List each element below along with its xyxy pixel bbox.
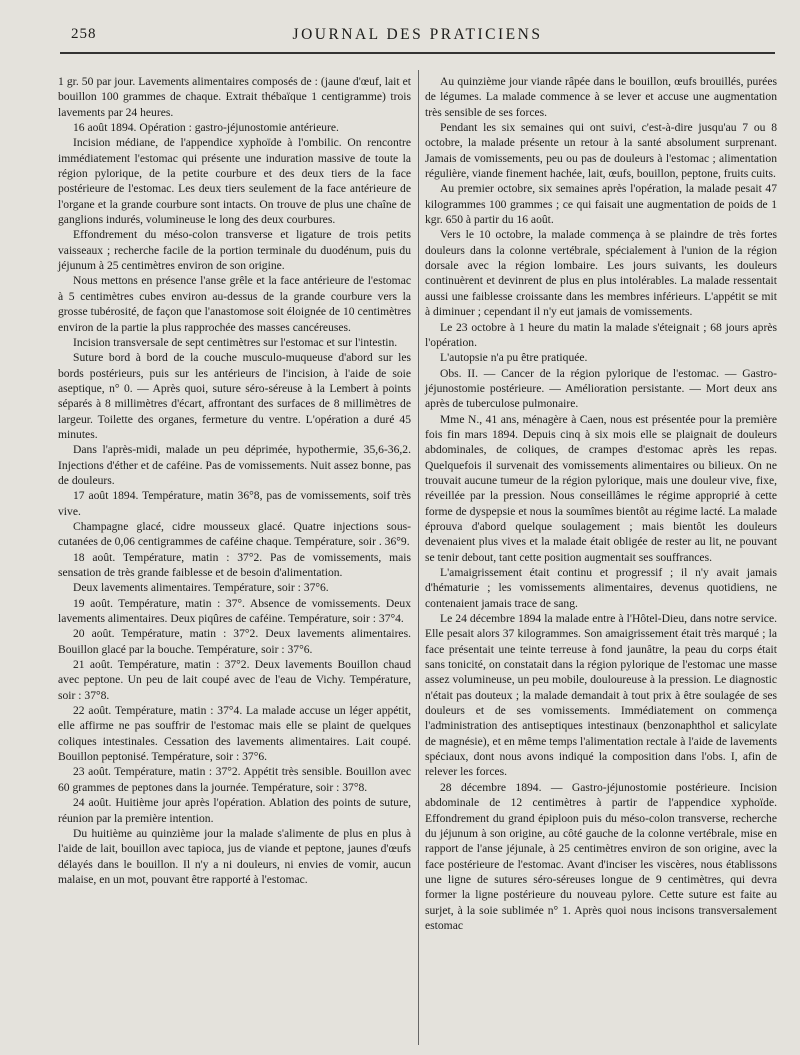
column-divider (418, 70, 419, 1045)
observation-heading: Obs. II. — Cancer de la région pylorique de l'estomac. — Gastro-jéjunostomie postérieure. — Amélioration persistante. — Mort deux ans après de tuberculose pulmonaire. (425, 366, 777, 411)
paragraph: 16 août 1894. Opération : gastro-jéjunostomie antérieure. (73, 121, 339, 135)
paragraph: Mme N., 41 ans, ménagère à Caen, nous est présentée pour la première fois fin mars 1894. Depuis cinq à six mois elle se plaignait de douleurs abdominales, de coliques, de crampes d'estomac après les repas. Quelquefois il survenait des vomissements alimentaires ou bilieux. On ne trouvait aucune tumeur de la région pylorique, mais une douleur vive, fixe, réveillée par la pression. Nous conseillâmes le régime approprié à cette forme de dyspepsie et nous la soumîmes bientôt au régime lacté. La malade éprouva d'abord quelque soulagement ; mais bientôt les douleurs devenaient plus vives et la malade était obligée de rester au lit, ne pouvant se tenir debout, tant cette position augmentait ses souffrances. (425, 412, 777, 564)
paragraph: 24 août. Huitième jour après l'opération. Ablation des points de suture, réunion par la première intention. (58, 796, 411, 825)
header-rule (60, 52, 775, 54)
paragraph: Suture bord à bord de la couche musculo-muqueuse d'abord sur les bords postérieurs, puis sur les antérieurs de l'incision, à l'aide de soie aseptique, n° 0. — Après quoi, suture séro-séreuse à la Lembert à points séparés à 8 millimètres d'écart, affrontant des surfaces de 8 millimètres de largeur. Toilette des organes, fermeture du ventre. L'opération a duré 45 minutes. (58, 351, 411, 441)
left-column (58, 74, 411, 887)
paragraph: 17 août 1894. Température, matin 36°8, pas de vomissements, soif très vive. (58, 489, 411, 518)
paragraph: 1 gr. 50 par jour. Lavements alimentaires composés de : (jaune d'œuf, lait et bouillon 100 grammes de chaque. Extrait thébaïque 1 centigramme) trois lavements par 24 heures. (58, 75, 411, 119)
paragraph: Incision transversale de sept centimètres sur l'estomac et sur l'intestin. (73, 335, 398, 349)
paragraph: Au premier octobre, six semaines après l'opération, la malade pesait 47 kilogrammes 100 grammes ; ce qui faisait une augmentation de poids de 1 kgr. 650 à partir du 16 août. (425, 182, 777, 227)
paragraph: Le 23 octobre à 1 heure du matin la malade s'éteignait ; 68 jours après l'opération. (425, 320, 777, 349)
paragraph: 18 août. Température, matin : 37°2. Pas de vomissements, mais sensation de très grande faiblesse et de besoin d'alimentation. (58, 550, 411, 579)
paragraph: Pendant les six semaines qui ont suivi, c'est-à-dire jusqu'au 7 ou 8 octobre, la malade présente un retour à la santé absolument surprenant. Jamais de vomissements, peu ou pas de douleurs à l'estomac ; alimentation régulière, viande finement hachée, lait, œufs, bouillon, peptone, fruits cuits. (425, 121, 777, 181)
paragraph: 19 août. Température, matin : 37°. Absence de vomissements. Deux lavements alimentaires. Deux piqûres de caféine. Température, soir : 37°4. (58, 596, 411, 626)
page-number: 258 (71, 26, 97, 42)
paragraph: L'autopsie n'a pu être pratiquée. (440, 351, 588, 365)
paragraph: 20 août. Température, matin : 37°2. Deux lavements alimentaires. Bouillon glacé par la bouche. Température, soir : 37°6. (58, 627, 411, 656)
paragraph: Au quinzième jour viande râpée dans le bouillon, œufs brouillés, purées de légumes. La malade commence à se lever et accuse une augmentation très sensible de ses forces. (425, 75, 777, 119)
paragraph: Vers le 10 octobre, la malade commença à se plaindre de très fortes douleurs dans la colonne vertébrale, spécialement à l'union de la région dorsale avec la région lombaire. Les jours suivants, les douleurs continuèrent et devinrent de plus en plus intolérables. La malade ressentait aussi une faiblesse croissante dans les membres inférieurs. L'appétit se mit à diminuer ; cependant il n'y eut jamais de vomissements. (425, 228, 777, 319)
paragraph: Dans l'après-midi, malade un peu déprimée, hypothermie, 35,6-36,2. Injections d'éther et de caféine. Pas de vomissements. Nuit assez bonne, pas de douleurs. (58, 443, 411, 487)
paragraph: 22 août. Température, matin : 37°4. La malade accuse un léger appétit, elle affirme ne pas souffrir de l'estomac mais elle se plaint de quelques coliques intestinales. Cessation des lavements alimentaires. Lait coupé. Bouillon peptonisé. Température, soir : 37°6. (58, 704, 411, 764)
paragraph: Deux lavements alimentaires. Température, soir : 37°6. (73, 581, 329, 595)
paragraph: Le 24 décembre 1894 la malade entre à l'Hôtel-Dieu, dans notre service. Elle pesait alors 37 kilogrammes. Son amaigrissement était très marqué ; la face présentait une teinte terreuse à fond jaunâtre, la peau du corps était sans tonicité, on constatait dans la région pylorique de l'estomac une masse assez volumineuse, un peu mobile, douloureuse à la pression. Le diagnostic n'était pas douteux ; la malade demandait à tout prix à être soulagée de ses douleurs et de ses vomissements. Immédiatement on commença l'administration des antiseptiques intestinaux (benzonaphthol et salicylate de magnésie), et en même temps l'alimentation rectale à l'aide de lavements spéciaux, dont nous avons indiqué la composition dans l'obs. I, afin de relever les forces. (425, 612, 777, 779)
paragraph: L'amaigrissement était continu et progressif ; il n'y avait jamais d'hématurie ; les vomissements alimentaires, devenus quotidiens, ne contenaient jamais trace de sang. (425, 566, 777, 610)
paragraph: 23 août. Température, matin : 37°2. Appétit très sensible. Bouillon avec 60 grammes de peptones dans la journée. Température, soir : 37°8. (58, 765, 411, 794)
paragraph: Effondrement du méso-colon transverse et ligature de trois petits vaisseaux ; recherche facile de la portion terminale du duodénum, puis du jéjunum à 25 centimètres environ de son origine. (58, 228, 411, 273)
right-column (425, 74, 777, 933)
running-header (60, 26, 775, 50)
journal-title: JOURNAL DES PRATICIENS (292, 26, 543, 43)
paragraph: Incision médiane, de l'appendice xyphoïde à l'ombilic. On rencontre immédiatement l'estomac qui présente une induration massive de toute la région pylorique, de la petite courbure et des deux tiers de la face postérieure de l'estomac. Les deux tiers seulement de la face antérieure de l'organe et la grande courbure sont intacts. On trouve de plus une chaîne de ganglions indurés, volumineuse le long des deux courbures. (58, 136, 411, 227)
paragraph: Du huitième au quinzième jour la malade s'alimente de plus en plus à l'aide de lait, bouillon avec tapioca, jus de viande et peptone, jaunes d'œufs délayés dans le bouillon. Il n'y a ni douleurs, ni envies de vomir, aucun malaise, en un mot, pouvant être rapporté à l'estomac. (58, 826, 411, 886)
paragraph: 28 décembre 1894. — Gastro-jéjunostomie postérieure. Incision abdominale de 12 centimètres à partir de l'appendice xyphoïde. Effondrement du grand épiploon puis du méso-colon transverse, recherche du jéjunum à son origine, au côté gauche de la colonne vertébrale, mise en rapport de l'anse jéjunale, à 25 centimètres environ de son origine, avec la face postérieure de l'estomac. Avant d'inciser les viscères, nous établissons une ligne de sutures séro-séreuses longue de 9 centimètres, qui devra former la ligne postérieure du nouveau pylore. Cette suture est faite au surjet, à la soie sublimée n° 1. Après quoi nous incisons transversalement estomac (425, 780, 777, 932)
paragraph: Champagne glacé, cidre mousseux glacé. Quatre injections sous-cutanées de 0,06 centigrammes de caféine chaque. Température, soir . 36°9. (58, 519, 411, 549)
paragraph: 21 août. Température, matin : 37°2. Deux lavements Bouillon chaud avec peptone. Un peu de lait coupé avec de l'eau de Vichy. Température, soir : 37°8. (58, 658, 411, 702)
paragraph: Nous mettons en présence l'anse grêle et la face antérieure de l'estomac à 5 centimètres cubes environ au-dessus de la grande courbure vers la grosse tubérosité, de façon que l'anastomose soit éloignée de 10 centimètres environ de la partie la plus rapprochée des masses cancéreuses. (58, 274, 411, 334)
